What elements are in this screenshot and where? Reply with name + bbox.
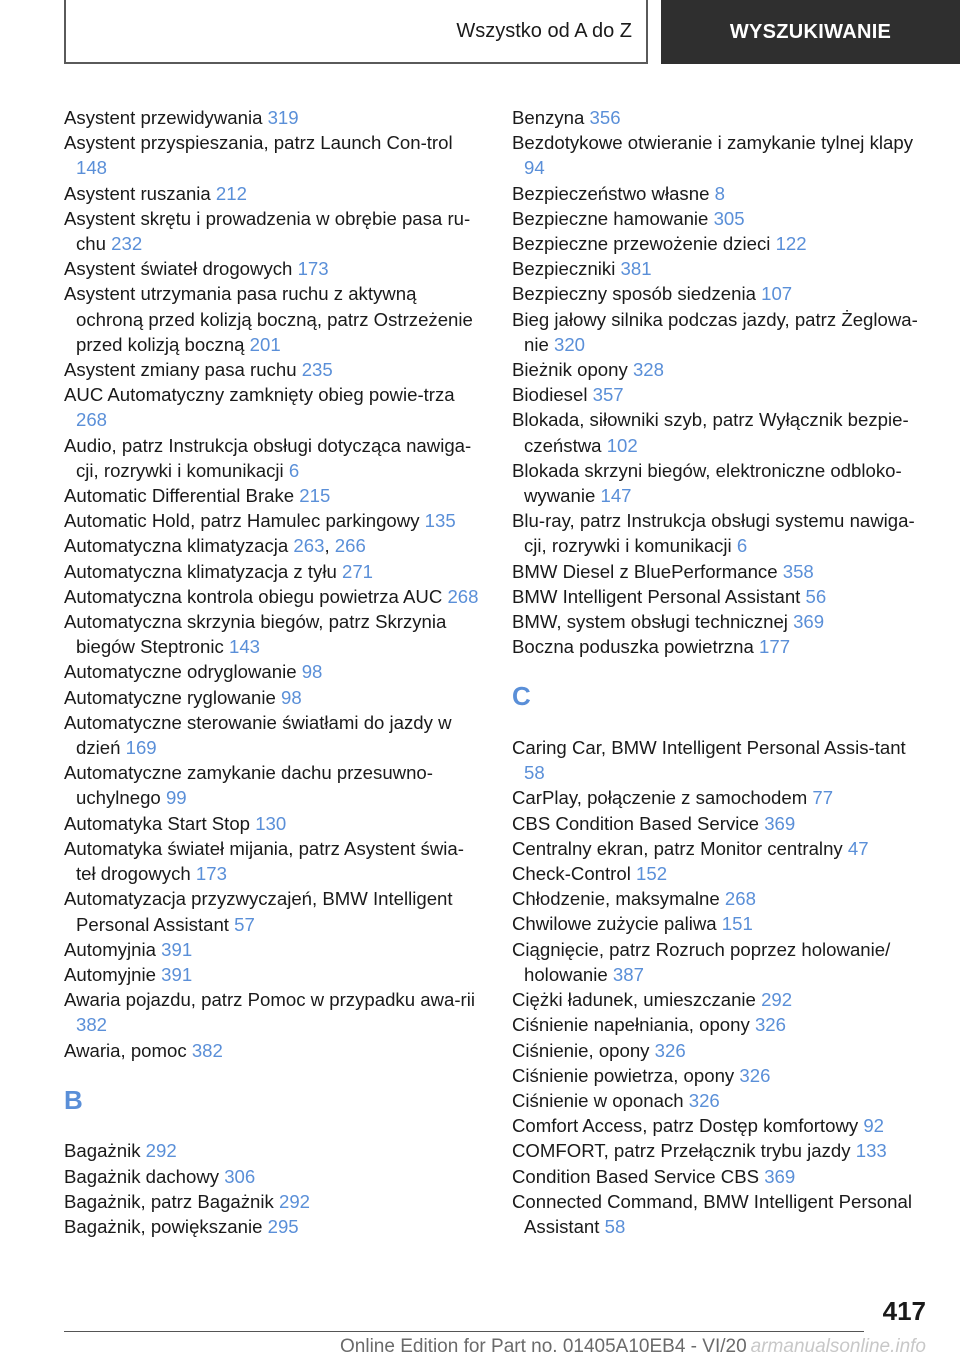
page-reference-link[interactable]: 391 <box>161 938 193 960</box>
page-reference-link[interactable]: 122 <box>775 233 807 255</box>
index-entry-text: BMW, system obsługi technicznej <box>512 611 794 633</box>
page-reference-link[interactable]: 292 <box>761 989 793 1011</box>
footer-edition: Online Edition for Part no. 01405A10EB4 - VI/20 <box>340 1336 747 1357</box>
index-entry-text: Centralny ekran, patrz Monitor centralny <box>512 837 848 859</box>
index-entry <box>512 785 928 810</box>
index-entry <box>512 559 928 584</box>
index-entry <box>512 861 928 886</box>
page-reference-link[interactable]: 77 <box>812 787 834 809</box>
index-entry-text: CBS Condition Based Service <box>512 812 765 834</box>
index-entry <box>64 1214 480 1239</box>
index-entry-text: Asystent świateł drogowych <box>64 258 298 280</box>
index-entry <box>512 307 928 357</box>
index-entry <box>64 281 480 357</box>
index-entry <box>64 760 480 810</box>
page-reference-link[interactable]: 268 <box>447 585 479 607</box>
page-reference-link[interactable]: 369 <box>764 1165 796 1187</box>
page-reference-link[interactable]: 292 <box>278 1190 311 1212</box>
page-reference-link[interactable]: 305 <box>713 207 745 229</box>
index-entry <box>512 634 928 659</box>
page-reference-link[interactable]: 235 <box>301 359 333 381</box>
index-entry-text: Bezpieczeństwo własne <box>512 182 715 204</box>
index-letter-heading: B <box>64 1084 83 1115</box>
index-entry <box>64 886 480 936</box>
header-tab-search[interactable] <box>661 0 960 64</box>
index-entry-text: Benzyna <box>512 107 590 128</box>
index-entry <box>512 987 928 1012</box>
index-entry <box>64 811 480 836</box>
page-reference-link[interactable]: 369 <box>764 812 796 834</box>
index-entry <box>64 256 480 281</box>
index-entry-text: Asystent ruszania <box>64 182 216 204</box>
index-entry-text: Automyjnia <box>64 938 162 960</box>
page-reference-link[interactable]: 152 <box>636 863 668 885</box>
index-entry-text: AUC Automatyczny zamknięty obieg powie‐trza <box>64 384 455 406</box>
index-letter-heading: C <box>512 681 531 712</box>
index-entry-text: Boczna poduszka powietrzna <box>512 636 760 658</box>
index-entry <box>64 357 480 382</box>
page-reference-link[interactable]: 6 <box>288 459 300 481</box>
index-entry-text: Asystent skrętu i prowadzenia w obrębie pasa ru‐chu <box>64 207 471 255</box>
index-entry <box>512 357 928 382</box>
page-number: 417 <box>882 1296 926 1326</box>
page-reference-link[interactable]: 57 <box>234 913 255 935</box>
index-entry-text: Awaria, pomoc <box>64 1039 192 1061</box>
page-reference-link[interactable]: 58 <box>604 1215 626 1237</box>
header-tab-label: WYSZUKIWANIE <box>729 20 892 43</box>
index-entry <box>512 206 928 231</box>
page-reference-link[interactable]: 320 <box>553 333 586 355</box>
index-entry-text: Ciśnienie w oponach <box>512 1089 689 1111</box>
index-entry-text: Automatyzacja przyzwyczajeń, BMW Intelligent Personal Assistant <box>64 888 453 935</box>
index-entry-text: Blokada, siłowniki szyb, patrz Wyłącznik bezpie‐czeństwa <box>512 409 909 456</box>
index-entry <box>64 508 480 533</box>
index-entry <box>64 609 480 659</box>
index-entry-text: Condition Based Service CBS <box>512 1165 765 1187</box>
page-reference-link[interactable]: 319 <box>267 107 299 128</box>
index-entry <box>512 1138 928 1163</box>
index-entry-text: Ciśnienie powietrza, opony <box>512 1064 740 1086</box>
index-entry-text: Bezdotykowe otwieranie i zamykanie tylnej klapy <box>512 132 913 154</box>
index-entry-text: Bezpieczne przewożenie dzieci <box>512 233 776 255</box>
index-entry <box>512 609 928 634</box>
page-reference-link[interactable]: 98 <box>281 686 302 708</box>
index-entry-text: Biodiesel <box>512 384 593 406</box>
index-entry-text: Connected Command, BMW Intelligent Personal Assistant <box>512 1190 912 1237</box>
index-entry <box>64 130 480 180</box>
page-reference-link[interactable]: 47 <box>847 837 869 859</box>
index-entry-text: Automatic Hold, patrz Hamulec parkingowy <box>64 510 425 532</box>
page-reference-link[interactable]: 107 <box>761 283 793 305</box>
index-entry-text: Blokada skrzyni biegów, elektroniczne odbloko‐wywanie <box>512 459 902 507</box>
index-entry <box>64 1138 480 1163</box>
index-entry <box>512 281 928 306</box>
index-entry <box>64 987 480 1037</box>
page-reference-link[interactable]: 98 <box>301 661 323 683</box>
index-entry-text: Bagażnik, powiększanie <box>64 1215 268 1237</box>
page-reference-link[interactable]: 133 <box>855 1140 887 1162</box>
index-entry-text: Automatic Differential Brake <box>64 485 300 507</box>
index-entry <box>512 105 928 130</box>
index-entry <box>512 836 928 861</box>
index-entry-text: Automatyka świateł mijania, patrz Asystent świa‐teł drogowych <box>64 837 464 885</box>
index-entry <box>64 206 480 256</box>
index-entry <box>512 508 928 558</box>
index-entry-text: Ciśnienie, opony <box>512 1039 655 1061</box>
page-reference-link[interactable]: 212 <box>215 182 247 204</box>
index-entry-text: Bieżnik opony <box>512 359 633 381</box>
index-entry-text: BMW Diesel z BluePerformance <box>512 560 783 582</box>
page-reference-link[interactable]: 306 <box>224 1165 256 1187</box>
page-reference-link[interactable]: 357 <box>592 384 624 406</box>
page-reference-link[interactable]: 169 <box>125 737 157 759</box>
page-reference-link[interactable]: 391 <box>161 963 193 985</box>
index-entry <box>512 886 928 911</box>
index-entry-text: Bieg jałowy silnika podczas jazdy, patrz Żeglowa‐nie <box>512 308 918 355</box>
index-entry <box>512 382 928 407</box>
index-entry-text: Caring Car, BMW Intelligent Personal Assis‐tant <box>512 737 906 759</box>
index-entry <box>64 1038 480 1063</box>
index-entry-text: Bezpieczniki <box>512 258 621 280</box>
index-entry-text: Automatyczna klimatyzacja <box>64 535 294 557</box>
index-entry <box>64 962 480 987</box>
index-entry <box>64 483 480 508</box>
index-entry <box>64 181 480 206</box>
index-entry-text: Automyjnie <box>64 963 162 985</box>
index-entry-text: Ciągnięcie, patrz Rozruch poprzez holowanie/ holowanie <box>512 938 891 985</box>
index-entry-text: Awaria pojazdu, patrz Pomoc w przypadku awa‐rii <box>64 989 475 1011</box>
page-reference-link[interactable]: 382 <box>76 1014 108 1036</box>
index-entry <box>64 559 480 584</box>
page-reference-link[interactable]: 147 <box>600 485 632 507</box>
index-entry-text: Asystent przyspieszania, patrz Launch Con‐trol <box>64 132 453 154</box>
index-entry <box>512 937 928 987</box>
page-reference-link[interactable]: 232 <box>111 233 143 255</box>
index-entry-text: Chłodzenie, maksymalne <box>512 888 725 910</box>
page-reference-link[interactable]: 6 <box>736 535 748 557</box>
index-entry <box>64 382 480 432</box>
index-entry <box>512 130 928 180</box>
index-entry-text: Automatyczna skrzynia biegów, patrz Skrzynia biegów Steptronic <box>64 611 447 658</box>
page-reference-link[interactable]: 177 <box>759 636 791 658</box>
page-reference-link[interactable]: 130 <box>255 812 287 834</box>
index-entry-text: Blu-ray, patrz Instrukcja obsługi systemu nawiga‐cji, rozrywki i komunikacji <box>512 510 915 557</box>
index-entry-text: CarPlay, połączenie z samochodem <box>512 787 813 809</box>
page-reference-link[interactable]: 326 <box>654 1039 686 1061</box>
page-reference-link[interactable]: 326 <box>739 1064 771 1086</box>
page-reference-link[interactable]: 381 <box>620 258 652 280</box>
page-reference-link[interactable]: 328 <box>632 359 664 381</box>
page-reference-link[interactable]: 266 <box>334 535 366 557</box>
index-entry <box>512 231 928 256</box>
page-reference-link[interactable]: 356 <box>589 107 621 128</box>
index-entry-text: Chwilowe zużycie paliwa <box>512 913 722 935</box>
page-reference-link[interactable]: 292 <box>145 1140 177 1162</box>
index-entry-text: Automatyczna kontrola obiegu powietrza AUC <box>64 585 448 607</box>
index-entry <box>512 1189 928 1239</box>
page-reference-link[interactable]: 94 <box>524 157 545 179</box>
index-entry <box>64 1189 480 1214</box>
index-entry-text: Automatyczne sterowanie światłami do jazdy w dzień <box>64 711 452 759</box>
index-entry <box>512 1012 928 1037</box>
index-entry-text: Automatyka Start Stop <box>64 812 256 834</box>
page-reference-link[interactable]: 369 <box>793 611 825 633</box>
page-reference-link[interactable]: 215 <box>299 485 331 507</box>
index-entry-text: Automatyczna klimatyzacja z tyłu <box>64 560 342 582</box>
index-entry <box>512 181 928 206</box>
index-column-right <box>512 105 928 1239</box>
index-entry-text: Bezpieczny sposób siedzenia <box>512 283 762 305</box>
index-entry <box>64 105 480 130</box>
index-entry <box>64 937 480 962</box>
index-entry <box>64 710 480 760</box>
page-reference-link[interactable]: 143 <box>228 636 261 658</box>
header-section-box <box>64 0 648 64</box>
page-reference-link[interactable]: 268 <box>76 409 108 431</box>
index-entry-text: Check-Control <box>512 863 637 885</box>
page-reference-link[interactable]: 358 <box>782 560 814 582</box>
page-reference-link[interactable]: 151 <box>721 913 753 935</box>
index-entry-text: BMW Intelligent Personal Assistant <box>512 585 806 607</box>
index-entry-text: Ciśnienie napełniania, opony <box>512 1014 755 1036</box>
index-entry-text: Comfort Access, patrz Dostęp komfortowy <box>512 1115 864 1137</box>
index-entry <box>512 1038 928 1063</box>
page-reference-link[interactable]: 326 <box>754 1014 786 1036</box>
page-reference-link[interactable]: 295 <box>267 1215 299 1237</box>
index-entry <box>512 911 928 936</box>
index-entry-text: Asystent utrzymania pasa ruchu z aktywną ochroną przed kolizją boczną, patrz Ostrzeżenie przed kolizją boczną <box>64 283 473 355</box>
index-entry-text: Asystent przewidywania <box>64 107 268 128</box>
index-entry <box>64 433 480 483</box>
index-entry: Automatyczna klimatyzacja 263, 266 <box>64 535 366 557</box>
index-entry <box>64 836 480 886</box>
index-entry-text: Bagażnik dachowy <box>64 1165 225 1187</box>
page-reference-link[interactable]: 99 <box>165 787 187 809</box>
page-reference-link[interactable]: 58 <box>524 762 545 784</box>
page-reference-link[interactable]: 263 <box>293 535 325 557</box>
index-entry-text: Audio, patrz Instrukcja obsługi dotycząca nawiga‐cji, rozrywki i komunikacji <box>64 434 472 481</box>
page-reference-link[interactable]: 201 <box>249 333 281 355</box>
index-entry-text: Bagażnik <box>64 1140 146 1162</box>
page-reference-link[interactable]: 268 <box>724 888 756 910</box>
index-entry <box>512 584 928 609</box>
index-entry <box>64 685 480 710</box>
page-reference-link[interactable]: 135 <box>424 510 456 532</box>
index-entry <box>512 1063 928 1088</box>
index-entry <box>512 407 928 457</box>
index-column-left <box>64 105 480 1239</box>
index-entry-text: Bezpieczne hamowanie <box>512 207 714 229</box>
index-entry-text: COMFORT, patrz Przełącznik trybu jazdy <box>512 1140 856 1162</box>
index-entry <box>64 1164 480 1189</box>
index-entry <box>512 811 928 836</box>
page-reference-link[interactable]: 92 <box>863 1115 885 1137</box>
index-entry <box>512 735 928 785</box>
index-entry-text: Ciężki ładunek, umieszczanie <box>512 989 762 1011</box>
index-entry-text: Automatyczne ryglowanie <box>64 686 282 708</box>
page-reference-link[interactable]: 102 <box>606 434 638 456</box>
index-entry <box>64 659 480 684</box>
index-entry-text: Asystent zmiany pasa ruchu <box>64 359 302 381</box>
page-reference-link[interactable]: 173 <box>195 863 227 885</box>
footer-logo: armanualsonline.info <box>750 1336 926 1357</box>
footer <box>0 1332 960 1362</box>
page-reference-link[interactable]: 326 <box>688 1089 720 1111</box>
index-entry <box>512 1164 928 1189</box>
index-entry-text: Automatyczne zamykanie dachu przesuwno‐uchylnego <box>64 762 433 809</box>
page-reference-link[interactable]: 382 <box>191 1039 223 1061</box>
index-entry <box>512 256 928 281</box>
index-entry <box>512 458 928 508</box>
index-entry <box>64 584 480 609</box>
page-reference-link[interactable]: 148 <box>76 157 108 179</box>
page-reference-link[interactable]: 173 <box>297 258 329 280</box>
page-reference-link[interactable]: 271 <box>341 560 374 582</box>
header-section-title: Wszystko od A do Z <box>456 19 632 42</box>
index-entry-text: Automatyczne odryglowanie <box>64 661 302 683</box>
index-entry <box>512 1113 928 1138</box>
page-reference-link[interactable]: 387 <box>612 963 644 985</box>
index-entry <box>512 1088 928 1113</box>
index-entry-text: Bagażnik, patrz Bagażnik <box>64 1190 279 1212</box>
page-reference-link[interactable]: 56 <box>805 585 827 607</box>
page-reference-link[interactable]: 8 <box>714 182 725 204</box>
